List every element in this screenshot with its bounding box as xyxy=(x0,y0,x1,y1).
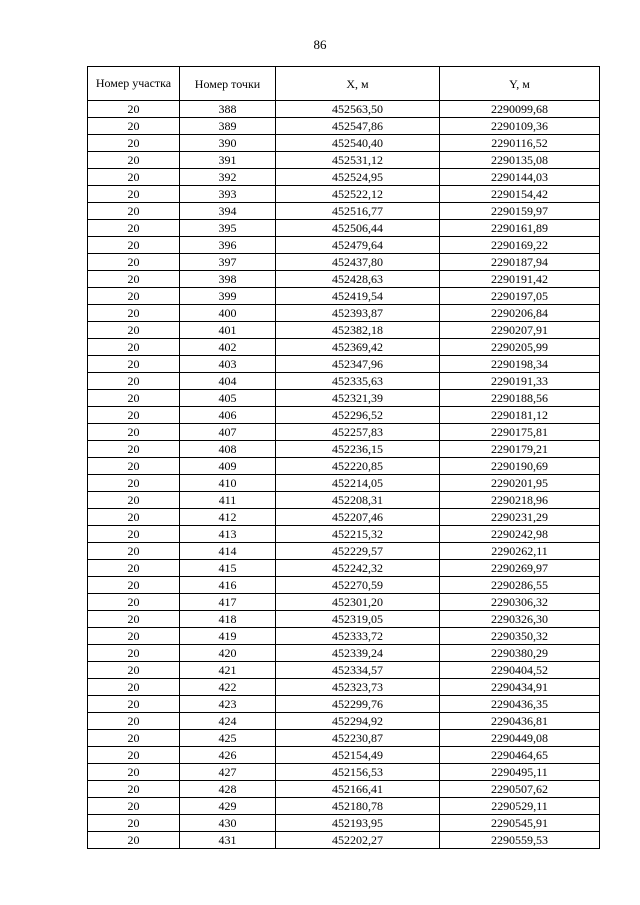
cell-plot-number: 20 xyxy=(88,271,180,288)
cell-x: 452242,32 xyxy=(276,560,440,577)
cell-y: 2290191,33 xyxy=(440,373,600,390)
cell-y: 2290218,96 xyxy=(440,492,600,509)
cell-point-number: 393 xyxy=(180,186,276,203)
cell-x: 452393,87 xyxy=(276,305,440,322)
cell-point-number: 395 xyxy=(180,220,276,237)
cell-y: 2290231,29 xyxy=(440,509,600,526)
cell-y: 2290144,03 xyxy=(440,169,600,186)
cell-x: 452540,40 xyxy=(276,135,440,152)
cell-plot-number: 20 xyxy=(88,339,180,356)
cell-x: 452419,54 xyxy=(276,288,440,305)
cell-point-number: 421 xyxy=(180,662,276,679)
cell-point-number: 397 xyxy=(180,254,276,271)
cell-point-number: 424 xyxy=(180,713,276,730)
table-row xyxy=(88,254,600,271)
cell-plot-number: 20 xyxy=(88,458,180,475)
cell-plot-number: 20 xyxy=(88,203,180,220)
cell-point-number: 429 xyxy=(180,798,276,815)
cell-plot-number: 20 xyxy=(88,679,180,696)
table-row xyxy=(88,135,600,152)
cell-y: 2290205,99 xyxy=(440,339,600,356)
cell-y: 2290529,11 xyxy=(440,798,600,815)
cell-x: 452522,12 xyxy=(276,186,440,203)
table-row xyxy=(88,543,600,560)
cell-point-number: 407 xyxy=(180,424,276,441)
cell-point-number: 423 xyxy=(180,696,276,713)
cell-plot-number: 20 xyxy=(88,492,180,509)
cell-point-number: 406 xyxy=(180,407,276,424)
cell-y: 2290434,91 xyxy=(440,679,600,696)
cell-y: 2290380,29 xyxy=(440,645,600,662)
cell-x: 452516,77 xyxy=(276,203,440,220)
cell-x: 452479,64 xyxy=(276,237,440,254)
cell-x: 452335,63 xyxy=(276,373,440,390)
cell-point-number: 430 xyxy=(180,815,276,832)
cell-x: 452333,72 xyxy=(276,628,440,645)
cell-x: 452202,27 xyxy=(276,832,440,849)
cell-y: 2290207,91 xyxy=(440,322,600,339)
cell-plot-number: 20 xyxy=(88,526,180,543)
cell-plot-number: 20 xyxy=(88,237,180,254)
cell-y: 2290197,05 xyxy=(440,288,600,305)
cell-point-number: 401 xyxy=(180,322,276,339)
cell-point-number: 409 xyxy=(180,458,276,475)
cell-y: 2290306,32 xyxy=(440,594,600,611)
cell-y: 2290350,32 xyxy=(440,628,600,645)
cell-plot-number: 20 xyxy=(88,152,180,169)
table-row xyxy=(88,118,600,135)
cell-point-number: 394 xyxy=(180,203,276,220)
cell-y: 2290559,53 xyxy=(440,832,600,849)
cell-point-number: 426 xyxy=(180,747,276,764)
header-x: X, м xyxy=(276,67,440,101)
cell-x: 452334,57 xyxy=(276,662,440,679)
cell-plot-number: 20 xyxy=(88,628,180,645)
cell-y: 2290262,11 xyxy=(440,543,600,560)
table-row xyxy=(88,730,600,747)
cell-y: 2290495,11 xyxy=(440,764,600,781)
cell-y: 2290436,35 xyxy=(440,696,600,713)
cell-x: 452547,86 xyxy=(276,118,440,135)
cell-point-number: 408 xyxy=(180,441,276,458)
table-row xyxy=(88,458,600,475)
cell-x: 452428,63 xyxy=(276,271,440,288)
table-row xyxy=(88,441,600,458)
table-row xyxy=(88,594,600,611)
cell-y: 2290187,94 xyxy=(440,254,600,271)
cell-x: 452339,24 xyxy=(276,645,440,662)
cell-y: 2290449,08 xyxy=(440,730,600,747)
table-row xyxy=(88,798,600,815)
cell-point-number: 390 xyxy=(180,135,276,152)
table-row xyxy=(88,526,600,543)
cell-point-number: 396 xyxy=(180,237,276,254)
cell-y: 2290169,22 xyxy=(440,237,600,254)
cell-x: 452294,92 xyxy=(276,713,440,730)
cell-point-number: 400 xyxy=(180,305,276,322)
table-row xyxy=(88,339,600,356)
cell-x: 452257,83 xyxy=(276,424,440,441)
cell-x: 452319,05 xyxy=(276,611,440,628)
cell-x: 452347,96 xyxy=(276,356,440,373)
cell-x: 452506,44 xyxy=(276,220,440,237)
cell-point-number: 388 xyxy=(180,101,276,118)
cell-x: 452214,05 xyxy=(276,475,440,492)
cell-plot-number: 20 xyxy=(88,594,180,611)
cell-plot-number: 20 xyxy=(88,747,180,764)
cell-y: 2290154,42 xyxy=(440,186,600,203)
table-row xyxy=(88,322,600,339)
table-row xyxy=(88,203,600,220)
cell-point-number: 418 xyxy=(180,611,276,628)
cell-plot-number: 20 xyxy=(88,611,180,628)
table-row xyxy=(88,560,600,577)
cell-point-number: 403 xyxy=(180,356,276,373)
cell-point-number: 405 xyxy=(180,390,276,407)
table-row xyxy=(88,271,600,288)
table-row xyxy=(88,628,600,645)
cell-y: 2290188,56 xyxy=(440,390,600,407)
cell-plot-number: 20 xyxy=(88,390,180,407)
header-plot-number: Номер участка xyxy=(88,67,180,101)
table-row xyxy=(88,424,600,441)
cell-point-number: 402 xyxy=(180,339,276,356)
table-body xyxy=(88,101,600,849)
table-row xyxy=(88,492,600,509)
table-row xyxy=(88,101,600,118)
table-row xyxy=(88,169,600,186)
cell-point-number: 431 xyxy=(180,832,276,849)
cell-x: 452524,95 xyxy=(276,169,440,186)
cell-point-number: 416 xyxy=(180,577,276,594)
cell-plot-number: 20 xyxy=(88,101,180,118)
cell-x: 452296,52 xyxy=(276,407,440,424)
cell-plot-number: 20 xyxy=(88,475,180,492)
table-row xyxy=(88,577,600,594)
cell-y: 2290109,36 xyxy=(440,118,600,135)
cell-point-number: 410 xyxy=(180,475,276,492)
table-header-row xyxy=(88,67,600,101)
cell-x: 452437,80 xyxy=(276,254,440,271)
cell-y: 2290161,89 xyxy=(440,220,600,237)
table-row xyxy=(88,288,600,305)
cell-point-number: 420 xyxy=(180,645,276,662)
cell-x: 452563,50 xyxy=(276,101,440,118)
cell-plot-number: 20 xyxy=(88,577,180,594)
cell-point-number: 422 xyxy=(180,679,276,696)
table-row xyxy=(88,713,600,730)
cell-y: 2290269,97 xyxy=(440,560,600,577)
cell-y: 2290181,12 xyxy=(440,407,600,424)
cell-y: 2290404,52 xyxy=(440,662,600,679)
cell-point-number: 428 xyxy=(180,781,276,798)
cell-x: 452180,78 xyxy=(276,798,440,815)
table-row xyxy=(88,373,600,390)
table-row xyxy=(88,390,600,407)
table-row xyxy=(88,832,600,849)
cell-point-number: 417 xyxy=(180,594,276,611)
table-row xyxy=(88,764,600,781)
cell-y: 2290190,69 xyxy=(440,458,600,475)
cell-plot-number: 20 xyxy=(88,186,180,203)
cell-x: 452166,41 xyxy=(276,781,440,798)
table-row xyxy=(88,747,600,764)
table-row xyxy=(88,407,600,424)
cell-y: 2290464,65 xyxy=(440,747,600,764)
table-row xyxy=(88,611,600,628)
cell-x: 452299,76 xyxy=(276,696,440,713)
cell-point-number: 412 xyxy=(180,509,276,526)
cell-point-number: 392 xyxy=(180,169,276,186)
cell-x: 452229,57 xyxy=(276,543,440,560)
cell-y: 2290175,81 xyxy=(440,424,600,441)
cell-plot-number: 20 xyxy=(88,322,180,339)
table-row xyxy=(88,475,600,492)
cell-plot-number: 20 xyxy=(88,424,180,441)
cell-point-number: 415 xyxy=(180,560,276,577)
page-number: 86 xyxy=(313,37,327,52)
cell-x: 452321,39 xyxy=(276,390,440,407)
coordinates-table xyxy=(87,66,600,849)
header-y: Y, м xyxy=(440,67,600,101)
cell-x: 452301,20 xyxy=(276,594,440,611)
cell-y: 2290545,91 xyxy=(440,815,600,832)
table-row xyxy=(88,815,600,832)
table-row xyxy=(88,237,600,254)
cell-x: 452323,73 xyxy=(276,679,440,696)
table-row xyxy=(88,186,600,203)
cell-plot-number: 20 xyxy=(88,407,180,424)
cell-x: 452531,12 xyxy=(276,152,440,169)
cell-x: 452207,46 xyxy=(276,509,440,526)
table-row xyxy=(88,152,600,169)
cell-plot-number: 20 xyxy=(88,815,180,832)
table-row xyxy=(88,696,600,713)
cell-point-number: 427 xyxy=(180,764,276,781)
cell-y: 2290116,52 xyxy=(440,135,600,152)
cell-point-number: 413 xyxy=(180,526,276,543)
cell-x: 452369,42 xyxy=(276,339,440,356)
cell-plot-number: 20 xyxy=(88,764,180,781)
cell-y: 2290201,95 xyxy=(440,475,600,492)
cell-point-number: 389 xyxy=(180,118,276,135)
cell-x: 452193,95 xyxy=(276,815,440,832)
cell-point-number: 404 xyxy=(180,373,276,390)
cell-x: 452208,31 xyxy=(276,492,440,509)
cell-point-number: 399 xyxy=(180,288,276,305)
header-point-number: Номер точки xyxy=(180,67,276,101)
cell-y: 2290179,21 xyxy=(440,441,600,458)
cell-y: 2290159,97 xyxy=(440,203,600,220)
cell-x: 452154,49 xyxy=(276,747,440,764)
cell-y: 2290326,30 xyxy=(440,611,600,628)
cell-plot-number: 20 xyxy=(88,373,180,390)
table-row xyxy=(88,781,600,798)
cell-x: 452220,85 xyxy=(276,458,440,475)
cell-y: 2290135,08 xyxy=(440,152,600,169)
cell-y: 2290191,42 xyxy=(440,271,600,288)
cell-plot-number: 20 xyxy=(88,832,180,849)
table-row xyxy=(88,220,600,237)
cell-point-number: 398 xyxy=(180,271,276,288)
cell-y: 2290099,68 xyxy=(440,101,600,118)
cell-point-number: 419 xyxy=(180,628,276,645)
cell-y: 2290286,55 xyxy=(440,577,600,594)
table-row xyxy=(88,679,600,696)
cell-y: 2290507,62 xyxy=(440,781,600,798)
cell-plot-number: 20 xyxy=(88,254,180,271)
table-row xyxy=(88,356,600,373)
cell-plot-number: 20 xyxy=(88,441,180,458)
table-row xyxy=(88,509,600,526)
cell-point-number: 411 xyxy=(180,492,276,509)
cell-plot-number: 20 xyxy=(88,798,180,815)
cell-plot-number: 20 xyxy=(88,169,180,186)
cell-point-number: 414 xyxy=(180,543,276,560)
cell-plot-number: 20 xyxy=(88,220,180,237)
cell-plot-number: 20 xyxy=(88,288,180,305)
cell-plot-number: 20 xyxy=(88,509,180,526)
cell-plot-number: 20 xyxy=(88,696,180,713)
cell-point-number: 391 xyxy=(180,152,276,169)
cell-plot-number: 20 xyxy=(88,135,180,152)
cell-plot-number: 20 xyxy=(88,560,180,577)
cell-plot-number: 20 xyxy=(88,118,180,135)
cell-x: 452230,87 xyxy=(276,730,440,747)
cell-plot-number: 20 xyxy=(88,543,180,560)
cell-y: 2290198,34 xyxy=(440,356,600,373)
cell-x: 452215,32 xyxy=(276,526,440,543)
cell-plot-number: 20 xyxy=(88,645,180,662)
table-row xyxy=(88,662,600,679)
cell-plot-number: 20 xyxy=(88,713,180,730)
cell-y: 2290436,81 xyxy=(440,713,600,730)
cell-plot-number: 20 xyxy=(88,781,180,798)
cell-x: 452382,18 xyxy=(276,322,440,339)
cell-x: 452156,53 xyxy=(276,764,440,781)
cell-plot-number: 20 xyxy=(88,662,180,679)
table-row xyxy=(88,305,600,322)
cell-point-number: 425 xyxy=(180,730,276,747)
cell-x: 452236,15 xyxy=(276,441,440,458)
cell-plot-number: 20 xyxy=(88,730,180,747)
table-row xyxy=(88,645,600,662)
cell-y: 2290242,98 xyxy=(440,526,600,543)
cell-plot-number: 20 xyxy=(88,356,180,373)
cell-x: 452270,59 xyxy=(276,577,440,594)
cell-y: 2290206,84 xyxy=(440,305,600,322)
cell-plot-number: 20 xyxy=(88,305,180,322)
